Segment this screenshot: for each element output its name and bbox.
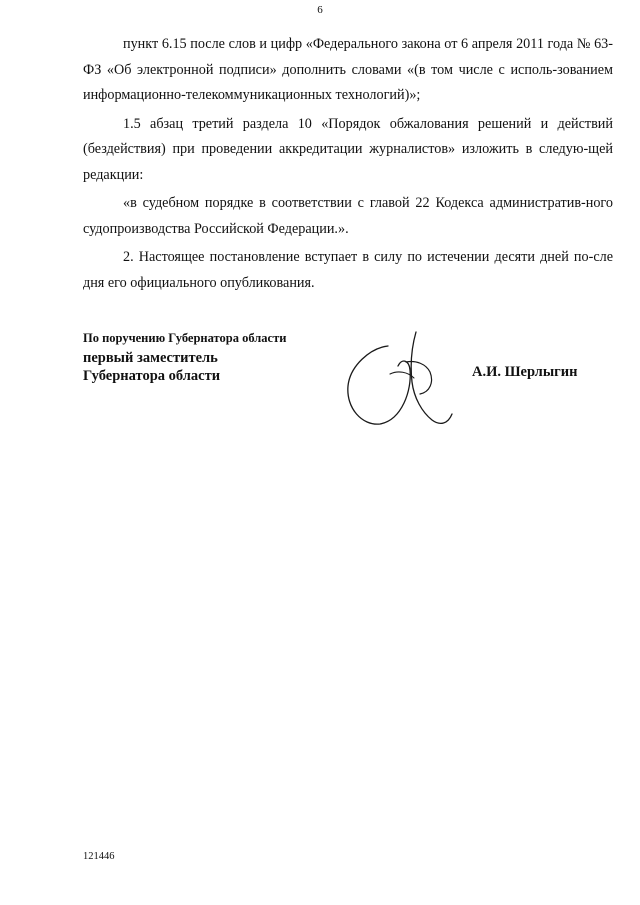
signer-name: А.И. Шерлыгин xyxy=(472,364,578,380)
handwritten-signature xyxy=(340,328,460,428)
document-code: 121446 xyxy=(83,851,115,862)
signatory-title-line-1: первый заместитель xyxy=(83,350,218,366)
paragraph-2: 1.5 абзац третий раздела 10 «Порядок обжалования решений и действий (бездействия) при проведении аккредитации журналистов» изложить в следую-щей редакции: xyxy=(83,115,613,183)
signatory-title-line-2: Губернатора области xyxy=(83,368,221,384)
page-number: 6 xyxy=(317,4,323,16)
signature-authority: По поручению Губернатора области xyxy=(83,331,287,345)
paragraph-3: «в судебном порядке в соответствии с главой 22 Кодекса административ-ного судопроизводства Российской Федерации.». xyxy=(83,195,613,237)
paragraph-1: пункт 6.15 после слов и цифр «Федерального закона от 6 апреля 2011 года № 63-ФЗ «Об электронной подписи» дополнить словами «(в том числе с исполь-зованием информационно-телекоммуникационных технологий)»; xyxy=(83,36,613,103)
signature-position-block xyxy=(83,331,286,385)
document-body xyxy=(83,32,613,299)
paragraph-4: 2. Настоящее постановление вступает в силу по истечении десяти дней по-сле дня его официального опубликования. xyxy=(83,249,613,291)
